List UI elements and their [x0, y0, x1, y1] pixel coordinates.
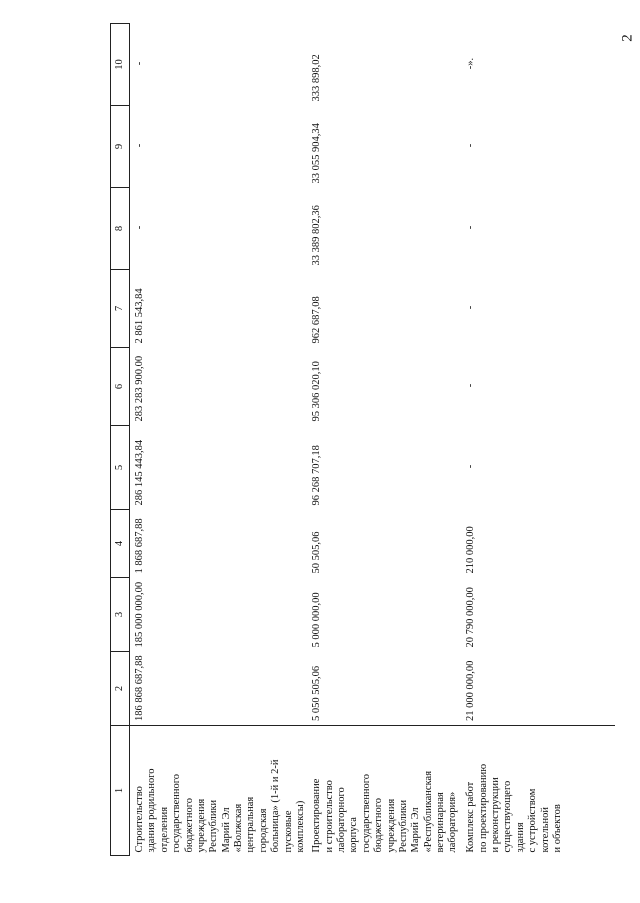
project-name-line: Комплекс работ [465, 781, 477, 853]
project-name-line: лаборатория» [447, 791, 459, 853]
header-cell: 1 [111, 726, 130, 856]
project-name-line: учреждения [195, 798, 207, 853]
project-name-line: по проектированию [477, 763, 489, 853]
value-cell: - [465, 143, 477, 148]
value-cell: 283 283 900,00 [134, 355, 145, 422]
project-name-line: Марий Эл [220, 807, 232, 853]
value-cell: - [134, 143, 145, 148]
project-name-cell [307, 726, 461, 856]
value-cell: 286 145 443,84 [134, 439, 145, 506]
value-cell: 20 790 000,00 [465, 587, 477, 648]
project-name-line: с устройством [527, 788, 539, 853]
project-name-cell [130, 726, 308, 856]
project-name-line: здания [514, 822, 526, 853]
project-name-line: Республики [397, 799, 409, 853]
project-name-line: центральная [245, 796, 257, 853]
project-name-line: комплексы) [294, 800, 306, 853]
project-name-line: «Республиканская [422, 770, 434, 853]
header-cell: 2 [111, 652, 130, 726]
project-name-line: пусковые [282, 810, 294, 853]
value-cell: 95 306 020,10 [311, 361, 323, 422]
value-cell: 333 898,02 [311, 54, 323, 102]
value-cell: 5 000 000,00 [311, 592, 323, 648]
value-cell: 5 050 505,06 [311, 665, 323, 721]
project-name-line: лабораторного [336, 787, 347, 853]
project-name-line: больница» (1-й и 2-й [270, 759, 282, 853]
project-name-line: Республики [208, 799, 220, 853]
table-row [461, 24, 615, 856]
project-name-line: котельной [539, 807, 551, 853]
project-name-line: государственного [171, 773, 183, 853]
project-name-line: и реконструкции [490, 777, 501, 853]
project-name-line: государственного [360, 773, 372, 853]
table-header-row [111, 24, 130, 856]
project-name-line: корпуса [348, 817, 360, 853]
rotated-table-container [110, 24, 630, 856]
header-cell: 5 [111, 426, 130, 510]
value-cell: - [465, 305, 477, 310]
budget-table [110, 23, 615, 856]
table-row [130, 24, 308, 856]
project-name-line: здания родильного [146, 768, 158, 853]
value-cell: - [134, 225, 145, 230]
header-cell: 10 [111, 24, 130, 106]
value-cell: 96 268 707,18 [311, 445, 323, 506]
value-cell: 50 505,06 [311, 531, 323, 574]
project-name-cell [461, 726, 615, 856]
value-cell: 33 389 802,36 [311, 205, 323, 266]
project-name-line: отделения [158, 806, 170, 853]
value-cell: 962 687,08 [311, 296, 323, 344]
value-cell: - [134, 61, 145, 66]
project-name-line: «Волжская [233, 803, 244, 853]
project-name-line: бюджетного [183, 797, 195, 853]
project-name-line: Строительство [134, 786, 145, 853]
project-name-line: и строительство [323, 780, 335, 853]
header-cell: 6 [111, 348, 130, 426]
value-cell: 210 000,00 [465, 526, 477, 574]
project-name-line: городская [257, 808, 269, 853]
project-name-line: учреждения [385, 798, 397, 853]
page-number: 2 [619, 34, 636, 42]
project-name-line: Проектирование [311, 778, 323, 853]
header-cell: 7 [111, 270, 130, 348]
header-cell: 8 [111, 188, 130, 270]
value-cell: 21 000 000,00 [465, 660, 477, 721]
project-name-line: ветеринарная [435, 792, 446, 853]
value-cell: - [465, 225, 477, 230]
header-cell: 4 [111, 510, 130, 578]
value-cell: 185 000 000,00 [134, 581, 145, 648]
project-name-line: существующего [502, 780, 514, 853]
header-cell: 9 [111, 106, 130, 188]
value-cell: -». [465, 57, 477, 70]
project-name-line: и объектов [551, 804, 563, 853]
value-cell: - [465, 383, 477, 388]
value-cell: 186 868 687,88 [134, 655, 145, 721]
value-cell: 2 861 543,84 [134, 288, 145, 344]
project-name-line: бюджетного [373, 797, 385, 853]
header-cell: 3 [111, 578, 130, 652]
value-cell: 1 868 687,88 [134, 518, 145, 574]
table-row [307, 24, 461, 856]
project-name-line: Марий Эл [410, 807, 422, 853]
value-cell: - [465, 464, 477, 469]
value-cell: 33 055 904,34 [311, 123, 323, 184]
